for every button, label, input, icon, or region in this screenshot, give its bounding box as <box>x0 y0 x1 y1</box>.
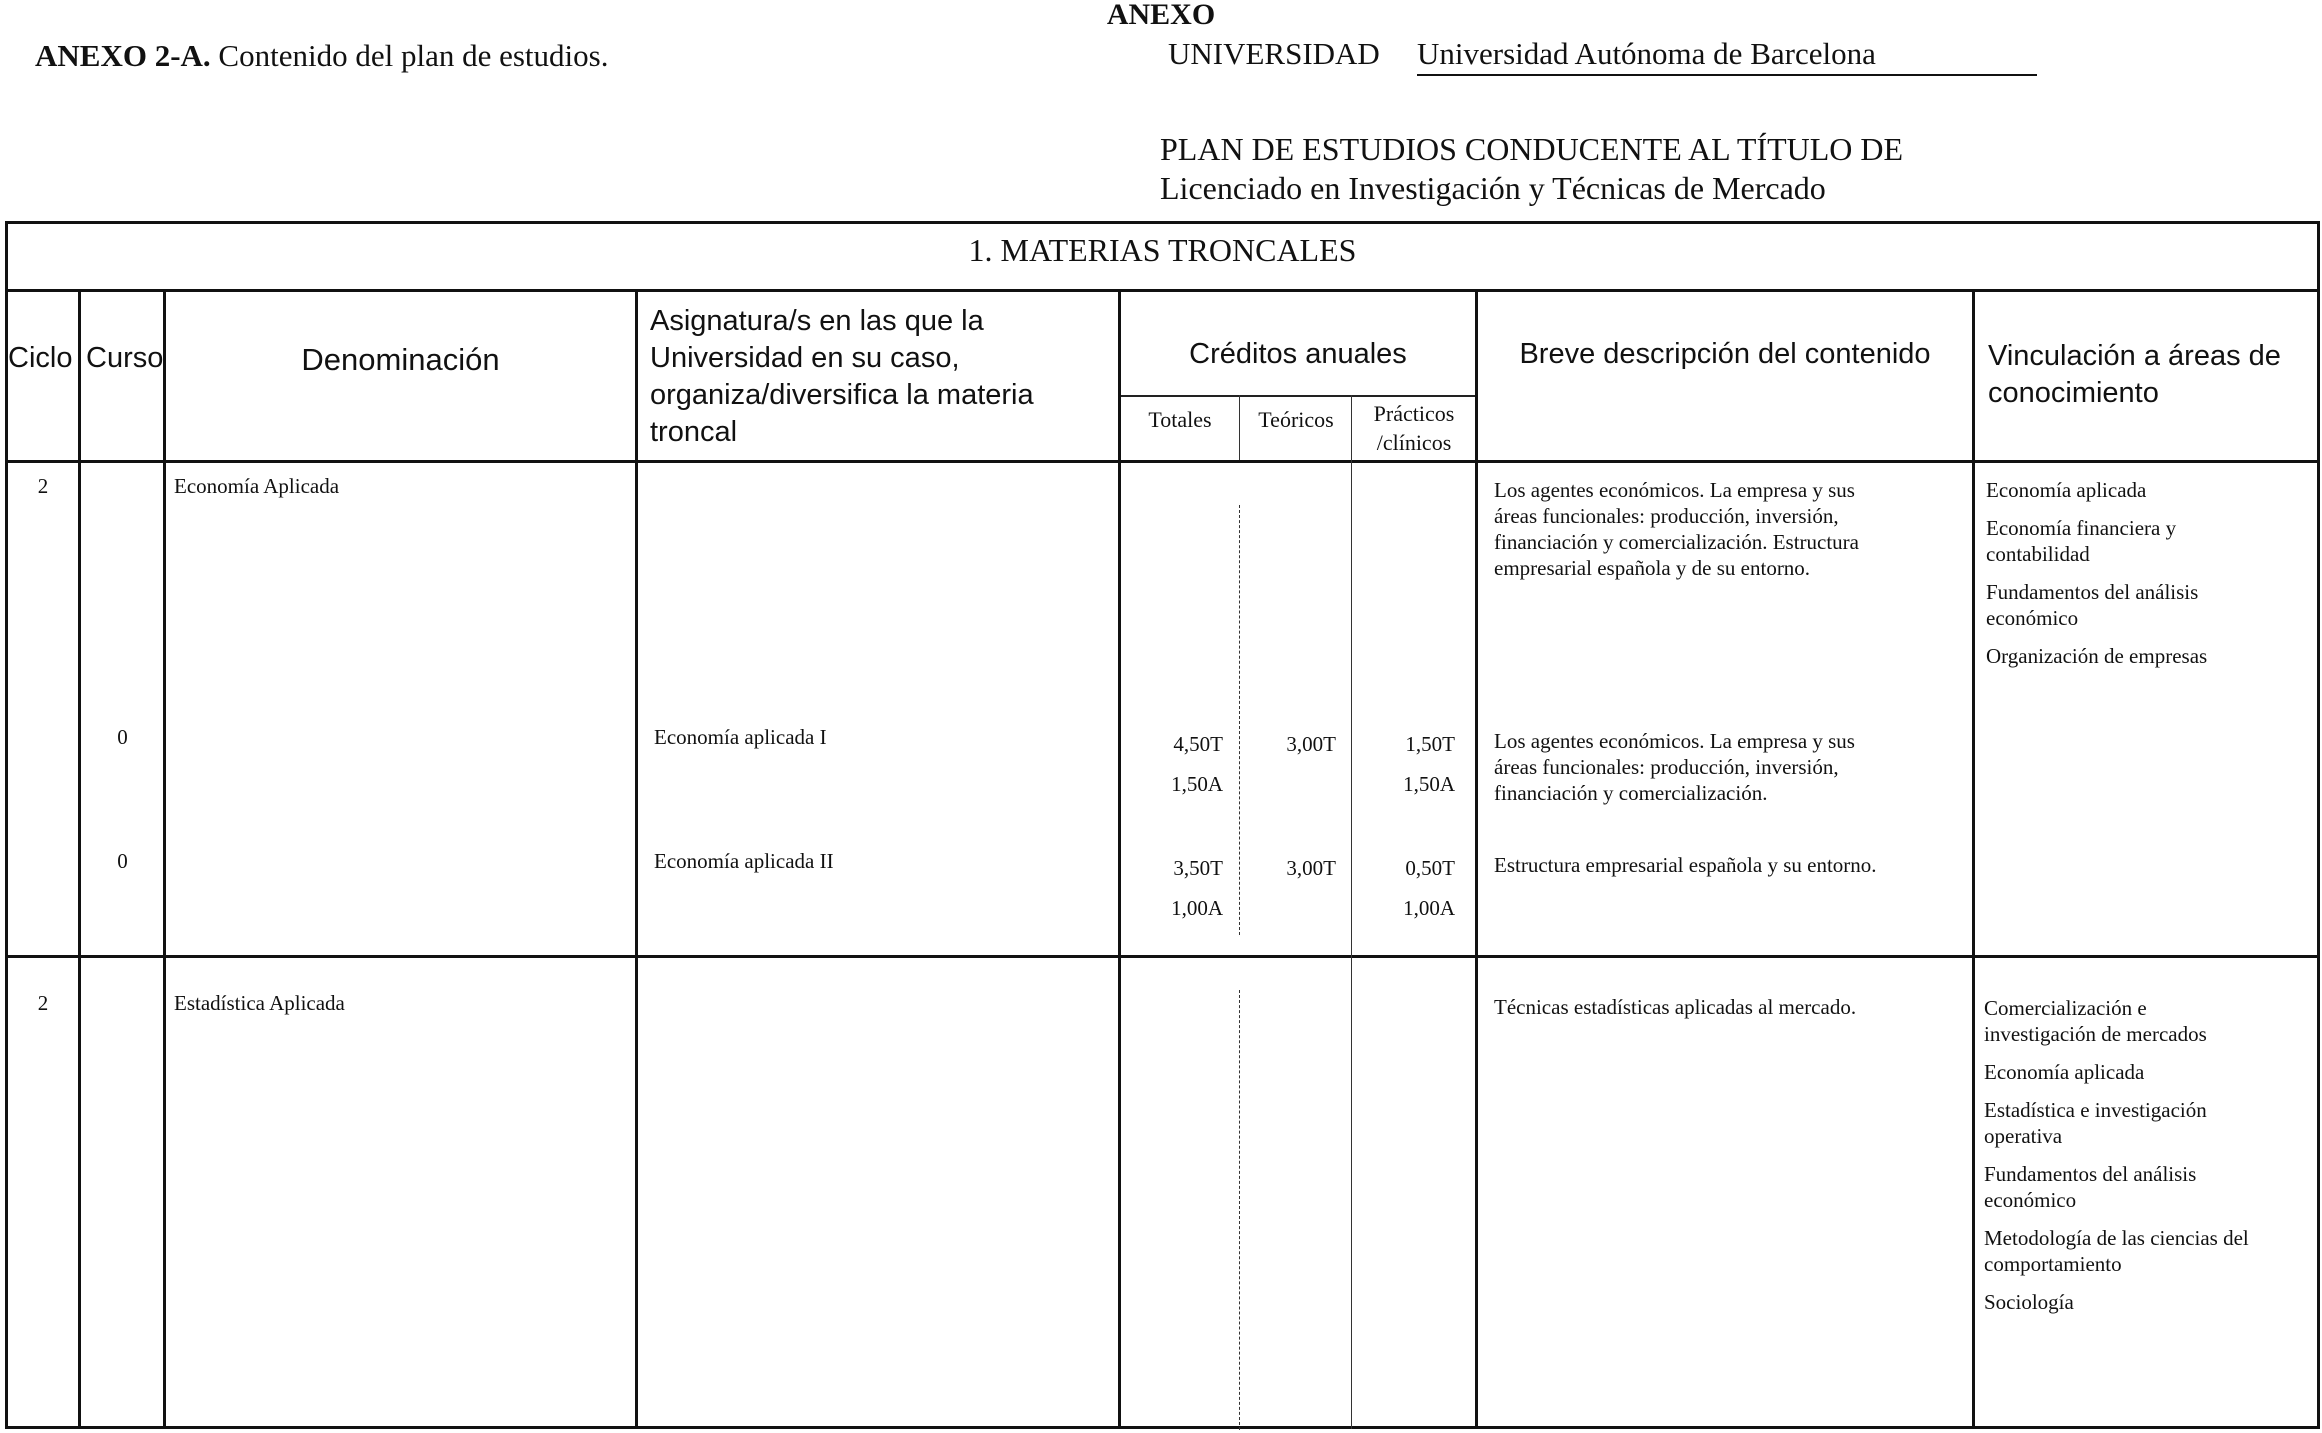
col-divider-teoricos <box>1351 460 1352 955</box>
area-item-line: Metodología de las ciencias del <box>1984 1226 2249 1250</box>
row1-denominacion: Economía Aplicada <box>174 474 340 498</box>
subject1-descripcion <box>1494 728 1855 806</box>
credit-value: 0,50T <box>1405 856 1455 880</box>
area-item <box>1984 1289 2249 1315</box>
col-header-ciclo: Ciclo <box>8 342 73 374</box>
annex-2a-heading <box>35 38 608 74</box>
credit-value: 1,50T <box>1405 732 1455 756</box>
credit-value: 3,50T <box>1173 856 1223 880</box>
col-header-teoricos: Teóricos <box>1258 407 1334 432</box>
subject2-totales <box>1121 848 1223 928</box>
area-item-line: comportamiento <box>1984 1252 2122 1276</box>
area-item-line: Comercialización e <box>1984 996 2147 1020</box>
col-divider-totales-head <box>1239 395 1240 460</box>
col-header-vinculacion-line: Vinculación a áreas de <box>1988 340 2281 372</box>
credit-value: 1,00A <box>1403 896 1455 920</box>
area-item <box>1984 1161 2249 1213</box>
area-item-line: Economía aplicada <box>1984 1060 2145 1084</box>
subject1-practicos <box>1353 724 1455 804</box>
subject2-practicos <box>1353 848 1455 928</box>
credit-value: 1,50A <box>1403 772 1455 796</box>
area-item-line: Economía financiera y <box>1986 516 2177 540</box>
col-divider-descripcion <box>1972 289 1975 1429</box>
area-item-line: Sociología <box>1984 1290 2074 1314</box>
area-item <box>1984 1225 2249 1277</box>
col-header-practicos-line: Prácticos <box>1373 401 1455 426</box>
row2-descripcion <box>1494 994 1856 1020</box>
annex-title: ANEXO <box>1106 0 1216 31</box>
area-item-line: Economía aplicada <box>1986 478 2147 502</box>
col-divider-totales-2 <box>1239 990 1240 1430</box>
area-item <box>1986 477 2207 503</box>
subject2-asignatura: Economía aplicada II <box>654 849 834 873</box>
row2-ciclo: 2 <box>37 991 49 1015</box>
col-header-asignatura-line: Asignatura/s en las que la <box>650 305 984 337</box>
row1-descripcion-line: Los agentes económicos. La empresa y sus <box>1494 478 1855 502</box>
row1-descripcion-line: financiación y comercialización. Estructura <box>1494 530 1859 554</box>
row1-descripcion-line: empresarial española y de su entorno. <box>1494 556 1811 580</box>
area-item-line: investigación de mercados <box>1984 1022 2207 1046</box>
area-item-line: económico <box>1986 606 2079 630</box>
subject2-descripcion-line: Estructura empresarial española y su entorno. <box>1494 853 1877 877</box>
col-header-asignatura-line: organiza/diversifica la materia <box>650 379 1034 411</box>
area-item-line: Organización de empresas <box>1986 644 2208 668</box>
credit-value: 3,00T <box>1286 856 1336 880</box>
col-header-asignatura <box>650 303 1034 451</box>
row1-descripcion-line: áreas funcionales: producción, inversión, <box>1494 504 1839 528</box>
area-item-line: operativa <box>1984 1124 2063 1148</box>
area-item <box>1986 579 2207 631</box>
col-header-denominacion: Denominación <box>301 342 500 377</box>
area-item <box>1986 515 2207 567</box>
col-header-practicos <box>1353 399 1475 457</box>
credits-subheader-rule <box>1120 395 1476 397</box>
row2-areas <box>1984 995 2249 1327</box>
col-header-descripcion: Breve descripción del contenido <box>1519 338 1931 370</box>
subject1-descripcion-line: Los agentes económicos. La empresa y sus <box>1494 729 1855 753</box>
area-item <box>1984 1097 2249 1149</box>
area-item-line: Estadística e investigación <box>1984 1098 2207 1122</box>
credit-value: 4,50T <box>1173 732 1223 756</box>
col-divider-teoricos-2 <box>1351 955 1352 1429</box>
row2-denominacion: Estadística Aplicada <box>174 991 345 1015</box>
subject1-teoricos <box>1241 724 1336 764</box>
area-item-line: económico <box>1984 1188 2077 1212</box>
university-name: Universidad Autónoma de Barcelona <box>1417 36 2037 76</box>
area-item-line: Fundamentos del análisis <box>1984 1162 2197 1186</box>
annex-2a-text: Contenido del plan de estudios. <box>218 38 609 73</box>
subject2-curso: 0 <box>117 849 128 873</box>
row1-areas <box>1986 477 2207 681</box>
plan-title-line2: Licenciado en Investigación y Técnicas de Mercado <box>1160 170 1826 206</box>
credit-value: 1,00A <box>1171 896 1223 920</box>
section-title: 1. MATERIAS TRONCALES <box>968 232 1357 268</box>
row1-descripcion <box>1494 477 1859 581</box>
col-header-creditos: Créditos anuales <box>1189 338 1407 370</box>
col-header-asignatura-line: Universidad en su caso, <box>650 342 960 374</box>
area-item <box>1984 995 2249 1047</box>
row1-ciclo: 2 <box>37 474 49 498</box>
area-item <box>1986 643 2207 669</box>
subject1-asignatura: Economía aplicada I <box>654 725 827 749</box>
col-header-vinculacion-line: conocimiento <box>1988 377 2159 409</box>
col-header-vinculacion <box>1988 338 2281 412</box>
area-item <box>1984 1059 2249 1085</box>
subject1-descripcion-line: áreas funcionales: producción, inversión, <box>1494 755 1839 779</box>
credit-value: 1,50A <box>1171 772 1223 796</box>
subject1-totales <box>1121 724 1223 804</box>
col-header-practicos-line: /clínicos <box>1376 430 1452 455</box>
col-divider-creditos <box>1475 289 1478 1429</box>
plan-title-line1: PLAN DE ESTUDIOS CONDUCENTE AL TÍTULO DE <box>1160 131 1904 167</box>
subject2-descripcion <box>1494 852 1877 878</box>
subject1-descripcion-line: financiación y comercialización. <box>1494 781 1768 805</box>
area-item-line: contabilidad <box>1986 542 2090 566</box>
col-header-curso: Curso <box>86 342 164 374</box>
subject1-curso: 0 <box>117 725 128 749</box>
row2-descripcion-line: Técnicas estadísticas aplicadas al mercado. <box>1494 995 1857 1019</box>
area-item-line: Fundamentos del análisis <box>1986 580 2199 604</box>
col-divider-teoricos-head <box>1351 395 1352 460</box>
col-divider-totales <box>1239 505 1240 935</box>
annex-2a-label: ANEXO 2-A. <box>35 38 211 73</box>
subject2-teoricos <box>1241 848 1336 888</box>
col-header-asignatura-line: troncal <box>650 416 738 448</box>
col-header-totales: Totales <box>1148 407 1212 432</box>
credit-value: 3,00T <box>1286 732 1336 756</box>
university-label: UNIVERSIDAD <box>1168 36 1380 71</box>
col-divider-denominacion <box>635 289 638 1429</box>
